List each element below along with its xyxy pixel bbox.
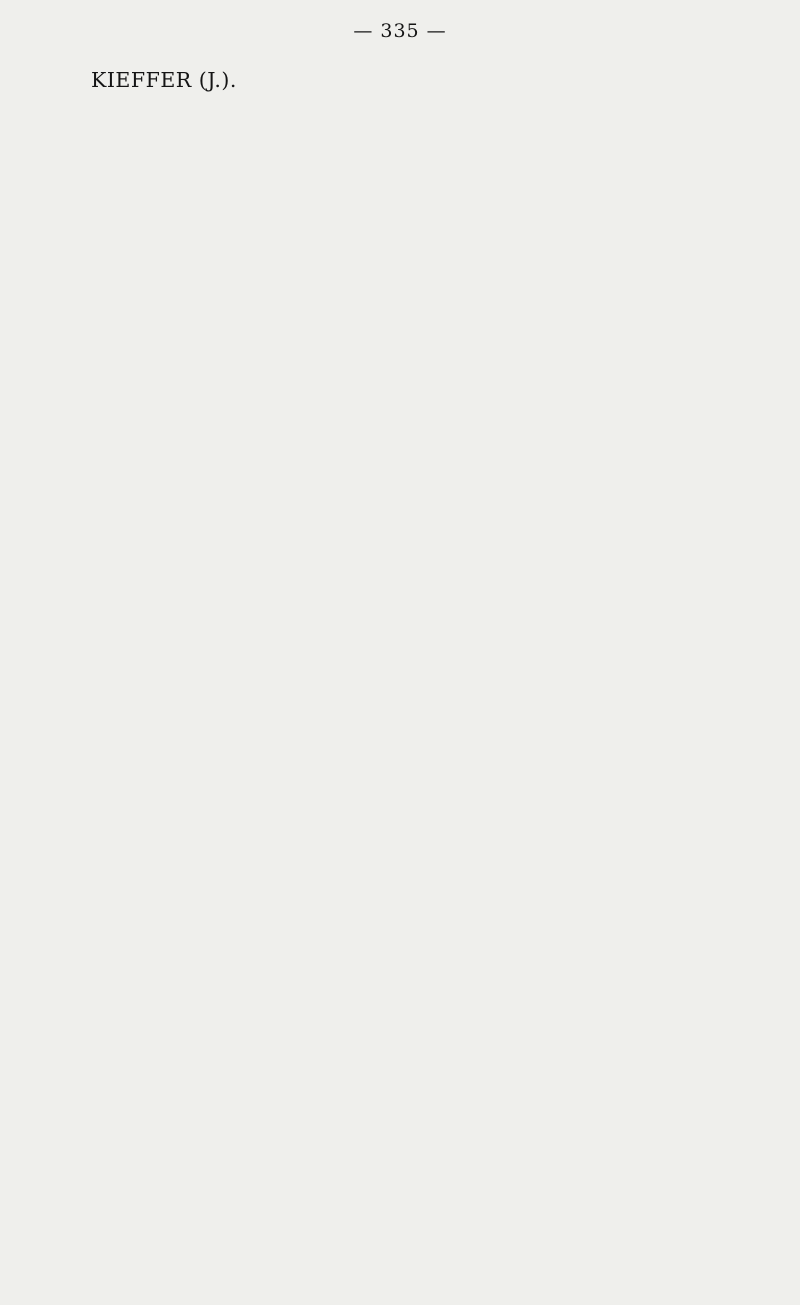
author-heading: KIEFFER (J.). [91,68,237,92]
page-number: — 335 — [353,20,447,42]
